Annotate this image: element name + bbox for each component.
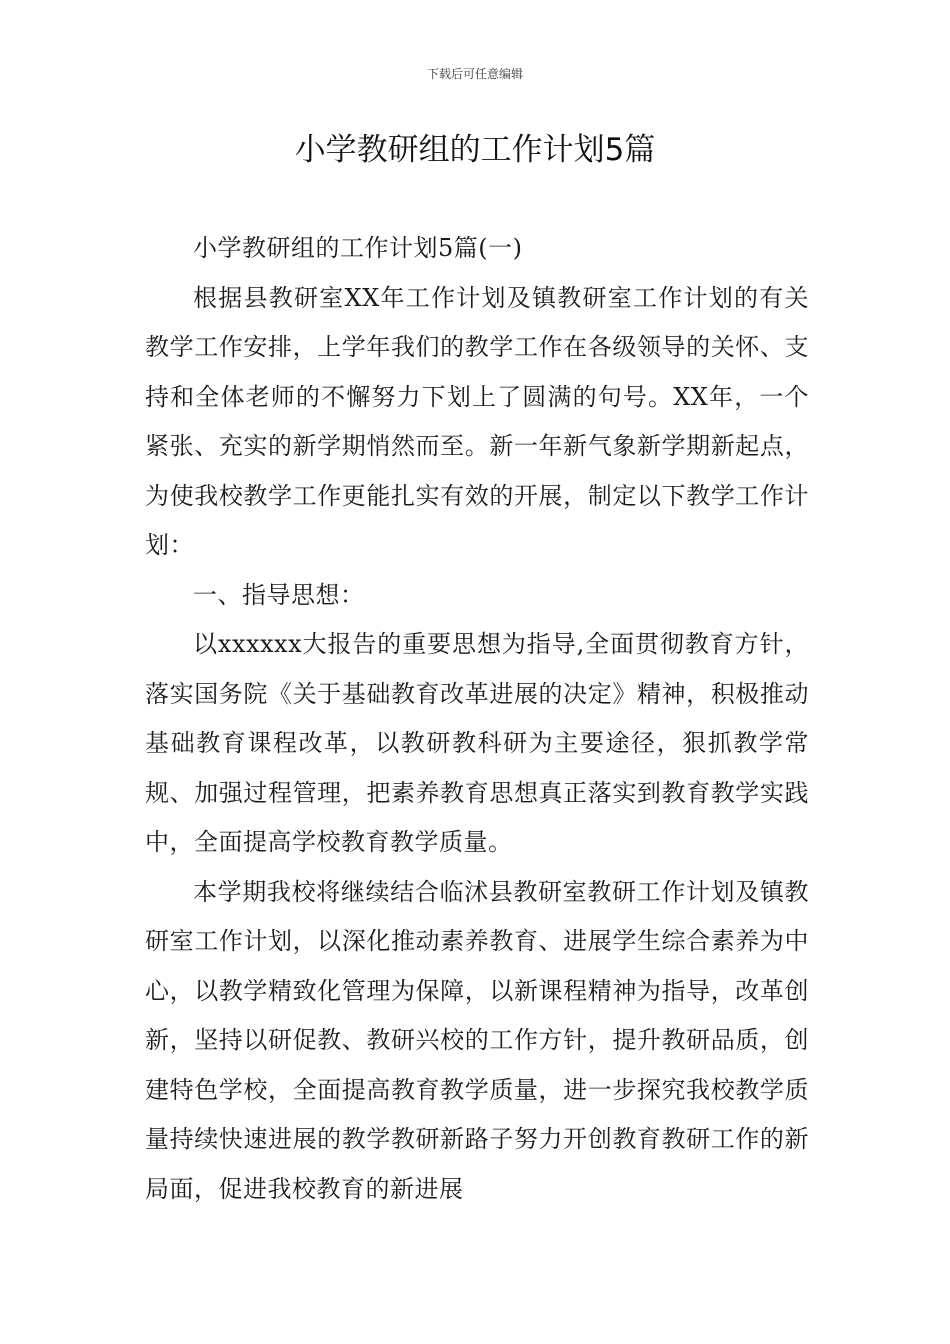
paragraph-intro: 根据县教研室XX年工作计划及镇教研室工作计划的有关教学工作安排，上学年我们的教学工作在各级领导的关怀、支持和全体老师的不懈努力下划上了圆满的句号。XX年，一个紧张、充实的新学期悄然而至。新一年新气象新学期新起点，为使我校教学工作更能扎实有效的开展，制定以下教学工作计划： [145,283,809,559]
document-body [145,224,809,1214]
header-note: 下载后可任意编辑 [426,67,523,81]
paragraph-subtitle: 小学教研组的工作计划5篇(一) [193,234,523,262]
document-title: 小学教研组的工作计划5篇 [294,132,656,168]
paragraph-guiding-idea: 以xxxxxx大报告的重要思想为指导,全面贯彻教育方针，落实国务院《关于基础教育改革进展的决定》精神，积极推动基础教育课程改革，以教研教科研为主要途径，狠抓教学常规、加强过程管理，把素养教育思想真正落实到教育教学实践中，全面提高学校教育教学质量。 [145,630,809,856]
paragraph-semester-plan: 本学期我校将继续结合临沭县教研室教研工作计划及镇教研室工作计划，以深化推动素养教育、进展学生综合素养为中心，以教学精致化管理为保障，以新课程精神为指导，改革创新，坚持以研促教、教研兴校的工作方针，提升教研品质，创建特色学校，全面提高教育教学质量，进一步探究我校教学质量持续快速进展的教学教研新路子努力开创教育教研工作的新局面，促进我校教育的新进展 [145,877,809,1203]
paragraph-section-heading: 一、指导思想： [193,580,365,609]
